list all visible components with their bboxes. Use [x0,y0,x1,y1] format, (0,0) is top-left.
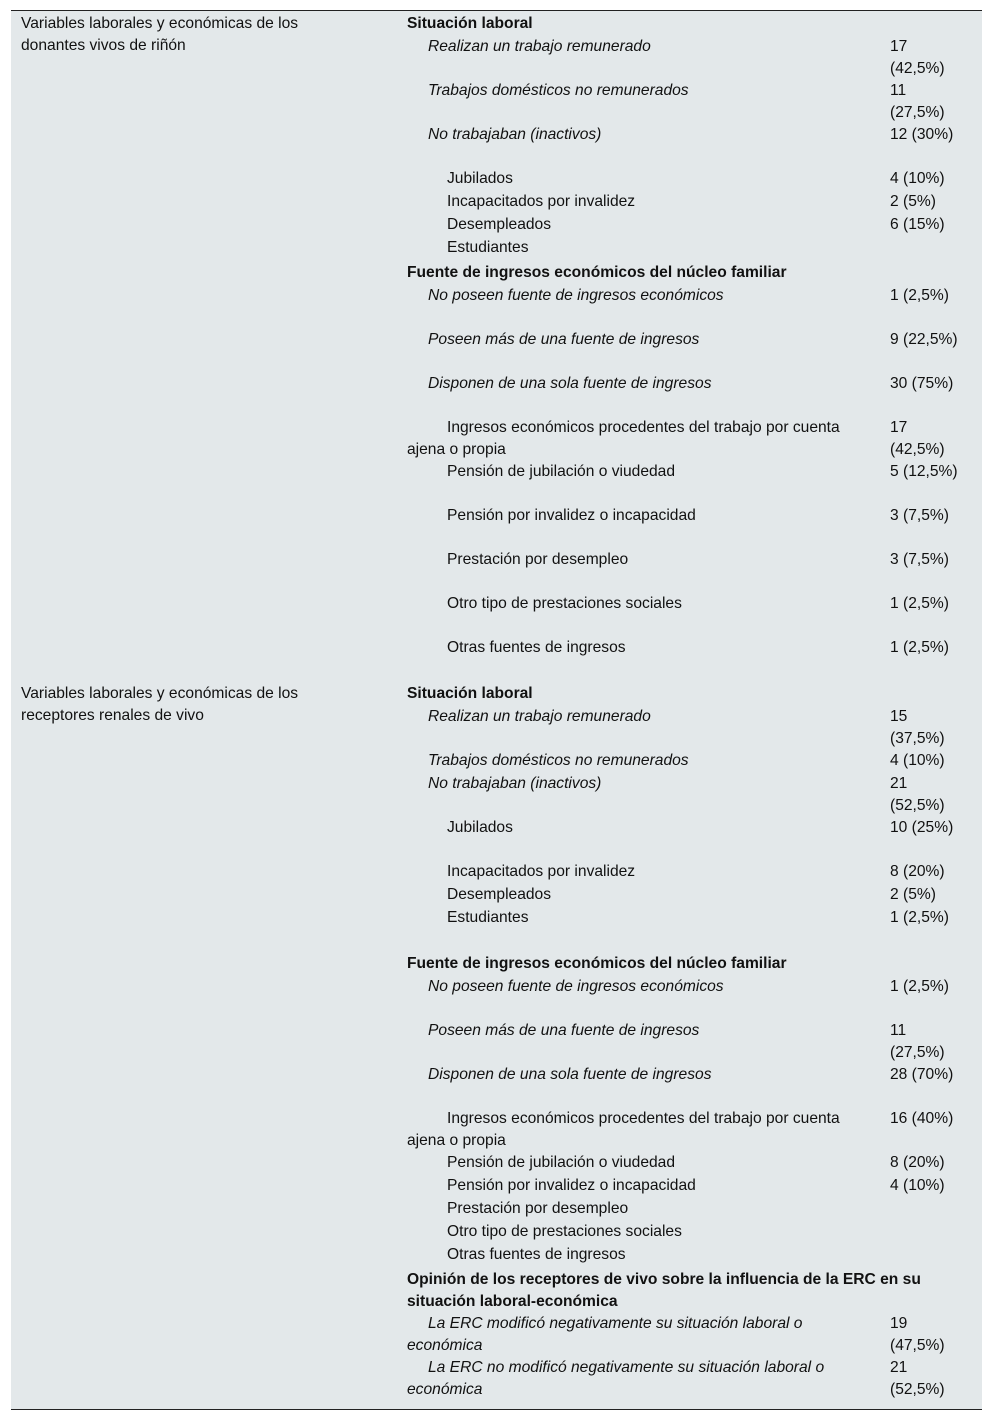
row-value: 15 (37,5%) [890,708,945,747]
row-text: Ingresos económicos procedentes del trabajo por cuenta ajena o propia [407,1110,840,1149]
row-text: Fuente de ingresos económicos del núcleo familiar [407,264,787,281]
row-value: 17 (42,5%) [890,419,945,458]
row-text: Realizan un trabajo remunerado [428,708,651,725]
row-value: 8 (20%) [890,1154,945,1171]
row-text: Prestación por desempleo [447,1200,629,1217]
row-text: Disponen de una sola fuente de ingresos [428,1066,712,1083]
row-text: Jubilados [447,170,513,187]
row-text: Estudiantes [447,239,529,256]
row-value: 9 (22,5%) [890,331,958,348]
row-value: 2 (5%) [890,886,936,903]
row-text: Opinión de los receptores de vivo sobre la influencia de la ERC en su situación laboral-económica [407,1271,921,1310]
row-value: 21 (52,5%) [890,775,945,814]
row-text: Prestación por desempleo [447,551,629,568]
row-text: Incapacitados por invalidez [447,863,636,880]
row-text: La ERC no modificó negativamente su situación laboral o económica [407,1359,825,1398]
row-text: Otro tipo de prestaciones sociales [447,1223,682,1240]
row-text: Poseen más de una fuente de ingresos [428,331,700,348]
row-text: Trabajos domésticos no remunerados [428,82,689,99]
row-value: 5 (12,5%) [890,463,958,480]
row-text: Incapacitados por invalidez [447,193,636,210]
row-value: 28 (70%) [890,1066,954,1083]
row-value: 8 (20%) [890,863,945,880]
row-text: Otro tipo de prestaciones sociales [447,595,682,612]
block-label: Variables laborales y económicas de los donantes vivos de riñón [21,15,299,54]
row-value: 21 (52,5%) [890,1359,945,1398]
row-value: 1 (2,5%) [890,909,949,926]
row-text: Otras fuentes de ingresos [447,639,626,656]
row-text: Estudiantes [447,909,529,926]
row-text: No trabajaban (inactivos) [428,126,602,143]
block-label: Variables laborales y económicas de los receptores renales de vivo [21,685,299,724]
row-text: Situación laboral [407,685,533,702]
row-text: Realizan un trabajo remunerado [428,38,651,55]
row-value: 3 (7,5%) [890,551,949,568]
row-text: La ERC modificó negativamente su situación laboral o económica [407,1315,803,1354]
row-text: No poseen fuente de ingresos económicos [428,978,724,995]
row-value: 1 (2,5%) [890,978,949,995]
row-value: 3 (7,5%) [890,507,949,524]
row-text: Situación laboral [407,15,533,32]
row-text: Pensión por invalidez o incapacidad [447,1177,696,1194]
row-value: 1 (2,5%) [890,595,949,612]
row-text: Pensión de jubilación o viudedad [447,463,676,480]
row-value: 1 (2,5%) [890,287,949,304]
row-text: No trabajaban (inactivos) [428,775,602,792]
row-value: 10 (25%) [890,819,954,836]
row-value: 11 (27,5%) [890,1022,945,1061]
row-text: Poseen más de una fuente de ingresos [428,1022,700,1039]
row-text: Pensión de jubilación o viudedad [447,1154,676,1171]
row-value: 16 (40%) [890,1110,954,1127]
row-text: Disponen de una sola fuente de ingresos [428,375,712,392]
row-text: Desempleados [447,886,552,903]
row-value: 6 (15%) [890,216,945,233]
row-text: No poseen fuente de ingresos económicos [428,287,724,304]
row-value: 1 (2,5%) [890,639,949,656]
row-text: Desempleados [447,216,552,233]
row-text: Otras fuentes de ingresos [447,1246,626,1263]
row-value: 2 (5%) [890,193,936,210]
row-value: 4 (10%) [890,1177,945,1194]
row-text: Fuente de ingresos económicos del núcleo familiar [407,955,787,972]
data-table [11,10,982,1410]
row-text: Pensión por invalidez o incapacidad [447,507,696,524]
row-value: 17 (42,5%) [890,38,945,77]
row-value: 30 (75%) [890,375,954,392]
row-text: Jubilados [447,819,513,836]
row-value: 11 (27,5%) [890,82,945,121]
row-value: 4 (10%) [890,170,945,187]
row-text: Trabajos domésticos no remunerados [428,752,689,769]
row-value: 19 (47,5%) [890,1315,945,1354]
row-text: Ingresos económicos procedentes del trabajo por cuenta ajena o propia [407,419,840,458]
row-value: 4 (10%) [890,752,945,769]
row-value: 12 (30%) [890,126,954,143]
